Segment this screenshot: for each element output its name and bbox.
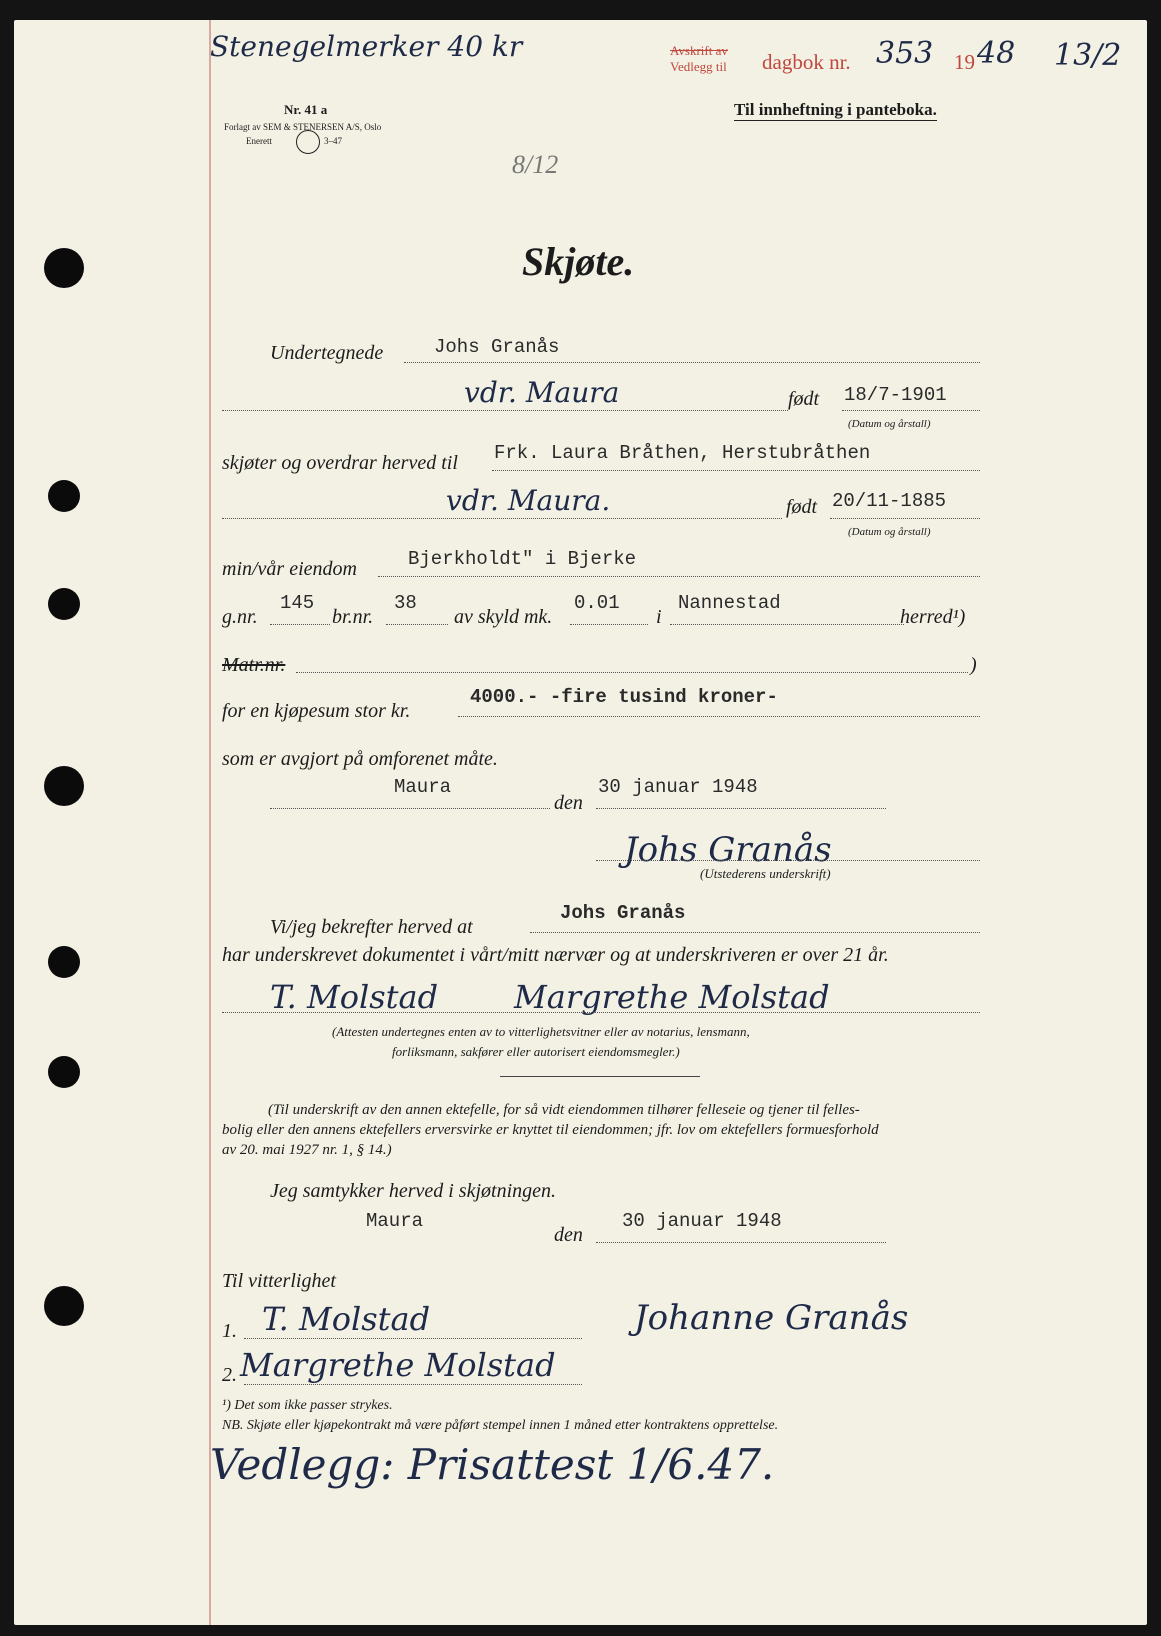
matr-close: ) (970, 654, 977, 676)
skjoter-label: skjøter og overdrar herved til (222, 452, 458, 474)
den-label-2: den (554, 1224, 583, 1246)
spouse-note-1: (Til underskrift av den annen ektefelle, for så vidt eiendommen tilhører felleseie og tjener til felles- (268, 1102, 860, 1118)
dotted-line (222, 410, 788, 411)
skyld-label: av skyld mk. (454, 606, 553, 628)
enerett-label: Enerett (246, 136, 272, 146)
brnr-label: br.nr. (332, 606, 374, 628)
dotted-line (458, 716, 980, 717)
herred-label: herred¹) (900, 606, 966, 628)
attest-note-2: forliksmann, sakfører eller autorisert eiendomsmegler.) (392, 1044, 680, 1059)
dotted-line (596, 860, 980, 861)
buyer-address: vdr. Maura. (446, 484, 611, 517)
publisher-date: 3–47 (324, 136, 342, 146)
underskrevet-text: har underskrevet dokumentet i vårt/mitt nærvær og at underskriveren er over 21 år. (222, 944, 889, 966)
seller-signature: Johs Granås (624, 830, 832, 870)
year-suffix: 48 (977, 36, 1016, 71)
dotted-line (244, 1384, 582, 1385)
seller-birthdate: 18/7-1901 (844, 384, 947, 406)
witness-number-2: 2. (222, 1364, 237, 1386)
seller-name: Johs Granås (434, 336, 560, 358)
date: 30 januar 1948 (598, 776, 758, 798)
den-label: den (554, 792, 583, 814)
kjopesum-label: for en kjøpesum stor kr. (222, 700, 411, 722)
dagbok-label: dagbok nr. (762, 50, 851, 74)
vedlegg-note: Vedlegg: Prisattest 1/6.47. (210, 1440, 775, 1489)
dotted-line (492, 470, 980, 471)
dotted-line (530, 932, 980, 933)
purchase-price: 4000.- -fire tusind kroner- (470, 686, 778, 708)
document-page (14, 20, 1147, 1625)
dotted-line (270, 808, 550, 809)
divider (500, 1076, 700, 1077)
red-label-vedlegg: Vedlegg til (670, 59, 727, 74)
punch-hole (48, 480, 80, 512)
punch-hole (48, 946, 80, 978)
dotted-line (222, 1012, 980, 1013)
i-label: i (656, 606, 662, 628)
punch-hole (44, 248, 84, 288)
margin-rule (209, 20, 211, 1625)
skyld-value: 0.01 (574, 592, 620, 614)
gnr-value: 145 (280, 592, 315, 614)
bekrefter-name: Johs Granås (560, 902, 686, 924)
dotted-line (842, 410, 980, 411)
dotted-line (596, 808, 886, 809)
datum-note-2: (Datum og årstall) (848, 526, 931, 538)
publisher-line: Forlagt av SEM & STENERSEN A/S, Oslo (224, 122, 382, 132)
dotted-line (404, 362, 980, 363)
eiendom-label: min/vår eiendom (222, 558, 357, 580)
spouse-signature: Johanne Granås (634, 1298, 909, 1338)
fodt-label-2: født (786, 496, 818, 518)
vitne-signature-1: T. Molstad (262, 1300, 431, 1338)
bekrefter-label: Vi/jeg bekrefter herved at (270, 916, 473, 938)
utsteder-note: (Utstederens underskrift) (700, 866, 831, 881)
binding-note: Til innheftning i panteboka. (734, 100, 937, 119)
matr-label: Matr.nr. (222, 654, 286, 676)
witness-signature-2: Margrethe Molstad (514, 978, 830, 1016)
punch-hole (44, 1286, 84, 1326)
property-name: Bjerkholdt" i Bjerke (408, 548, 637, 570)
brnr-value: 38 (394, 592, 417, 614)
document-title: Skjøte. (522, 239, 635, 284)
punch-hole (48, 1056, 80, 1088)
fodt-label: født (788, 388, 820, 410)
date-2: 30 januar 1948 (622, 1210, 782, 1232)
handwritten-stamp-note: Stenegelmerker 40 kr (210, 30, 523, 63)
dotted-line (378, 576, 980, 577)
dotted-line (830, 518, 980, 519)
witness-number-1: 1. (222, 1320, 237, 1342)
punch-hole (48, 588, 80, 620)
place-2: Maura (366, 1210, 424, 1232)
dotted-line (386, 624, 448, 625)
gnr-label: g.nr. (222, 606, 258, 628)
footnote-2: NB. Skjøte eller kjøpekontrakt må være påført stempel innen 1 måned etter kontraktens opprettelse. (222, 1418, 779, 1433)
vitterlighet-label: Til vitterlighet (222, 1270, 336, 1292)
datum-note: (Datum og årstall) (848, 418, 931, 430)
omforenet-text: som er avgjort på omforenet måte. (222, 748, 498, 770)
dotted-line (222, 518, 782, 519)
dagbok-number: 353 (876, 36, 934, 71)
buyer-birthdate: 20/11-1885 (832, 490, 947, 512)
pencil-mark: 8/12 (512, 150, 559, 179)
punch-hole (44, 766, 84, 806)
dotted-line (270, 624, 330, 625)
vitne-signature-2: Margrethe Molstad (240, 1346, 556, 1384)
municipality: Nannestad (678, 592, 781, 614)
form-number: Nr. 41 a (284, 102, 328, 117)
date-mark: 13/2 (1054, 38, 1122, 73)
dotted-line (570, 624, 648, 625)
red-label-avskrift: Avskrift av (670, 43, 728, 58)
dotted-line (670, 624, 904, 625)
witness-signature-1: T. Molstad (270, 978, 439, 1016)
buyer-name: Frk. Laura Bråthen, Herstubråthen (494, 442, 871, 464)
spouse-note-2: bolig eller den annens ektefellers erversvirke er knyttet til eiendommen; jfr. lov om ektefellers formuesforhold (222, 1122, 879, 1138)
seller-address: vdr. Maura (464, 376, 620, 409)
year-prefix: 19 (954, 50, 975, 74)
footnote-1: ¹) Det som ikke passer strykes. (222, 1398, 393, 1413)
spouse-note-3: av 20. mai 1927 nr. 1, § 14.) (222, 1142, 392, 1158)
publisher-logo-icon (296, 130, 320, 154)
dotted-line (296, 672, 968, 673)
attest-note-1: (Attesten undertegnes enten av to vitterlighetsvitner eller av notarius, lensmann, (332, 1024, 750, 1039)
dotted-line (596, 1242, 886, 1243)
place: Maura (394, 776, 452, 798)
dotted-line (244, 1338, 582, 1339)
undertegnede-label: Undertegnede (270, 342, 384, 364)
samtykker-text: Jeg samtykker herved i skjøtningen. (270, 1180, 557, 1202)
